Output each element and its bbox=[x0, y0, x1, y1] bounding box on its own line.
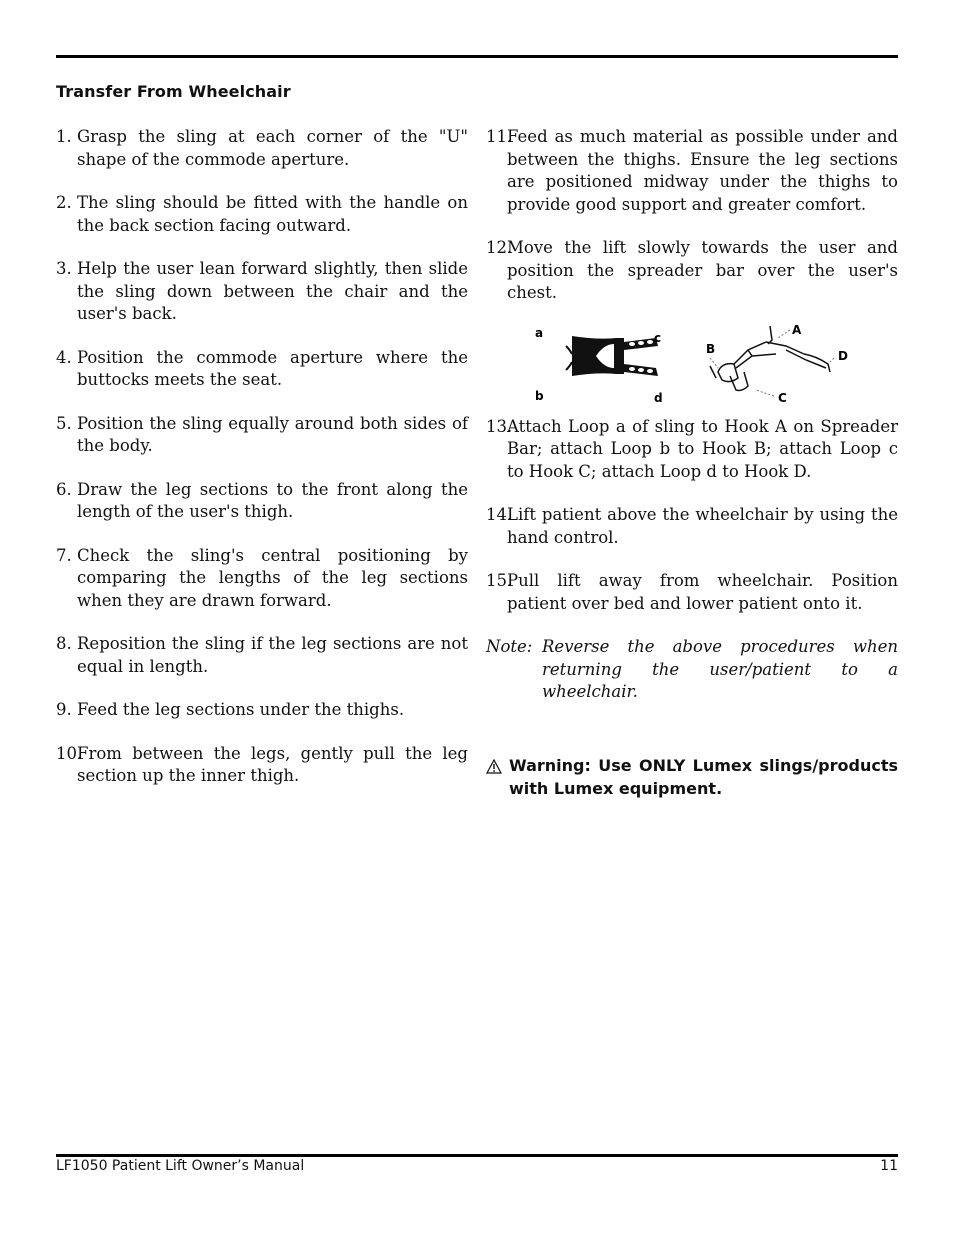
warning-box bbox=[486, 754, 898, 800]
sling-label-a: a bbox=[535, 325, 544, 340]
note bbox=[486, 636, 898, 704]
step-item bbox=[56, 699, 468, 722]
step-item bbox=[56, 479, 468, 524]
sling-and-spreader-illustration bbox=[486, 320, 898, 406]
step-item bbox=[56, 258, 468, 326]
spreader-bar-icon bbox=[710, 326, 830, 391]
step-number: 4. bbox=[56, 347, 72, 367]
step-text: Lift patient above the wheelchair by using the hand control. bbox=[507, 505, 898, 547]
sling-label-b: b bbox=[535, 388, 544, 403]
spreader-label-B: B bbox=[706, 341, 716, 356]
step-item bbox=[56, 413, 468, 458]
step-item bbox=[56, 347, 468, 392]
step-number: 15. bbox=[486, 571, 513, 590]
step-text: Feed the leg sections under the thighs. bbox=[77, 700, 405, 719]
steps-left-column bbox=[56, 126, 468, 809]
step-number: 1. bbox=[56, 127, 72, 146]
step-text: Check the sling's central positioning by comparing the lengths of the leg sections when they are drawn forward. bbox=[77, 545, 468, 610]
step-item bbox=[56, 126, 468, 171]
step-item bbox=[486, 504, 898, 549]
note-text: Reverse the above procedures when returning the user/patient to a wheelchair. bbox=[542, 637, 898, 701]
step-text: Attach Loop a of sling to Hook A on Spreader Bar; attach Loop b to Hook B; attach Loop c to Hook C; attach Loop d to Hook D. bbox=[507, 416, 898, 481]
step-text: Pull lift away from wheelchair. Position patient over bed and lower patient onto it. bbox=[507, 571, 898, 613]
sling-hook-figure bbox=[486, 320, 898, 406]
step-text: Draw the leg sections to the front along the length of the user's thigh. bbox=[77, 479, 468, 521]
step-number: 11. bbox=[486, 127, 513, 146]
sling-label-c: c bbox=[654, 330, 662, 345]
step-item bbox=[56, 192, 468, 237]
step-text: Reposition the sling if the leg sections are not equal in length. bbox=[77, 634, 468, 676]
step-item bbox=[486, 126, 898, 216]
steps-right-column bbox=[486, 126, 898, 704]
header-rule bbox=[56, 55, 898, 58]
step-item bbox=[56, 743, 468, 788]
step-number: 10. bbox=[56, 743, 83, 763]
warning-triangle-icon bbox=[486, 757, 502, 780]
step-number: 9. bbox=[56, 700, 72, 719]
step-number: 12. bbox=[486, 238, 513, 257]
page-number: 11 bbox=[880, 1158, 898, 1174]
sling-icon bbox=[566, 336, 658, 376]
step-text: Position the sling equally around both sides of the body. bbox=[77, 413, 468, 455]
note-label: Note: bbox=[486, 637, 533, 656]
step-text: Help the user lean forward slightly, then slide the sling down between the chair and the user's back. bbox=[77, 259, 468, 323]
footer-rule bbox=[56, 1154, 898, 1157]
step-item bbox=[56, 633, 468, 678]
step-number: 5. bbox=[56, 413, 72, 433]
step-number: 2. bbox=[56, 193, 72, 212]
step-text: Grasp the sling at each corner of the "U" shape of the commode aperture. bbox=[77, 127, 468, 169]
step-number: 6. bbox=[56, 479, 72, 499]
step-text: Feed as much material as possible under and between the thighs. Ensure the leg sections are positioned midway under the thighs to provide good support and greater comfort. bbox=[507, 127, 898, 214]
section-title: Transfer From Wheelchair bbox=[56, 82, 291, 101]
step-text: Position the commode aperture where the buttocks meets the seat. bbox=[77, 347, 468, 389]
step-number: 14. bbox=[486, 505, 513, 524]
step-item bbox=[486, 570, 898, 615]
step-text: The sling should be fitted with the handle on the back section facing outward. bbox=[77, 193, 468, 235]
step-text: Move the lift slowly towards the user and position the spreader bar over the user's chest. bbox=[507, 238, 898, 302]
step-item bbox=[486, 237, 898, 305]
spreader-label-D: D bbox=[838, 348, 848, 363]
sling-label-d: d bbox=[654, 390, 663, 405]
step-item bbox=[486, 416, 898, 484]
step-number: 7. bbox=[56, 545, 72, 565]
spreader-label-C: C bbox=[778, 390, 787, 405]
step-item bbox=[56, 545, 468, 613]
warning-text: Warning: Use ONLY Lumex slings/products with Lumex equipment. bbox=[509, 756, 898, 798]
step-text: From between the legs, gently pull the leg section up the inner thigh. bbox=[77, 743, 468, 785]
step-number: 13. bbox=[486, 416, 513, 436]
step-number: 8. bbox=[56, 634, 72, 653]
step-number: 3. bbox=[56, 259, 72, 278]
spreader-label-A: A bbox=[792, 322, 802, 337]
footer-manual-title: LF1050 Patient Lift Owner’s Manual bbox=[56, 1158, 305, 1174]
